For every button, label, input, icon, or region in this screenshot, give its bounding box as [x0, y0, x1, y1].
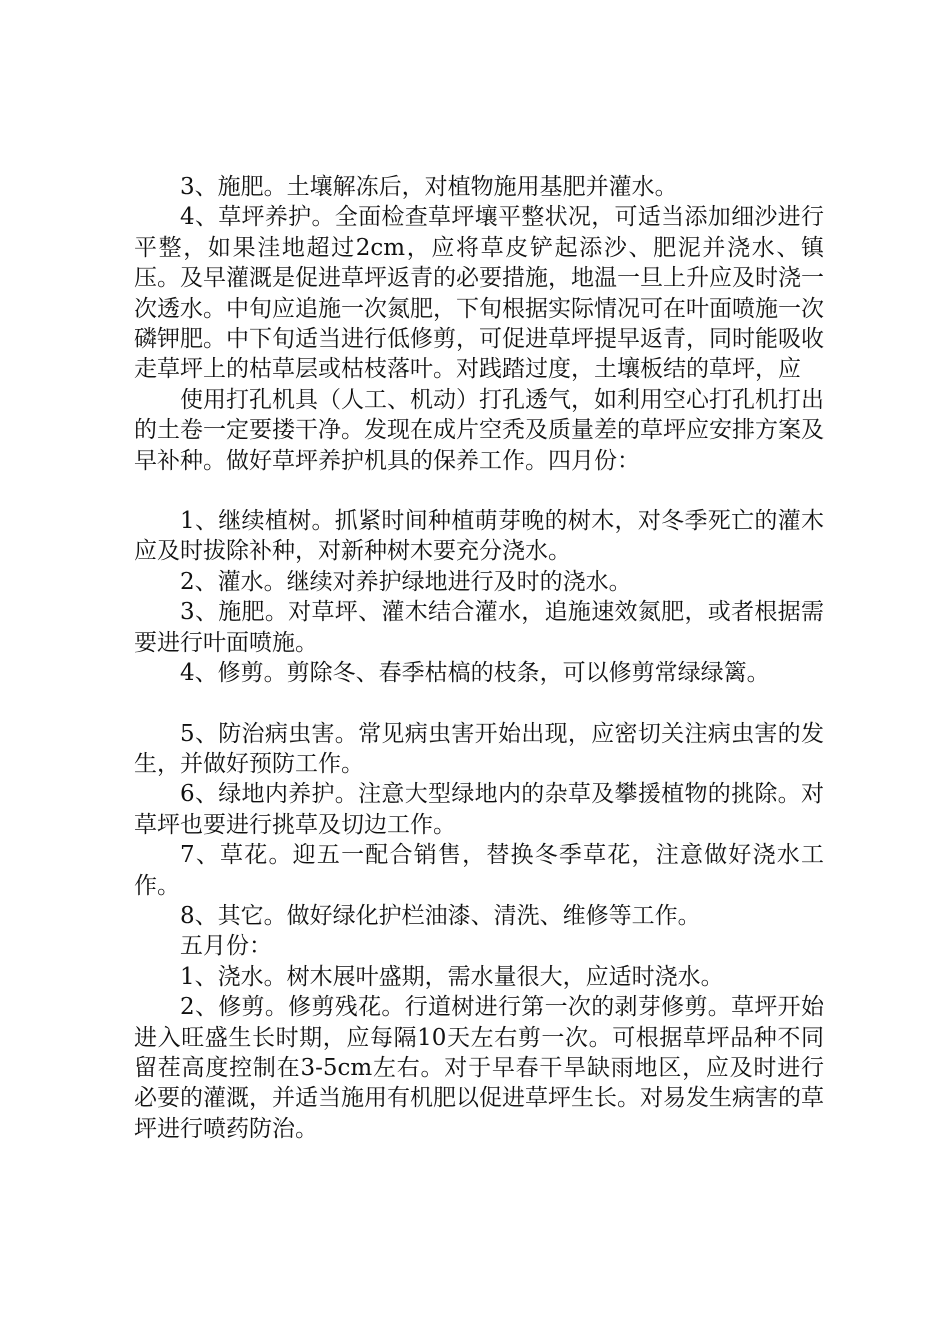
- paragraph-watering-may: 1、浇水。树木展叶盛期，需水量很大，应适时浇水。: [180, 963, 724, 990]
- section-heading-may: 五月份：: [180, 933, 272, 960]
- paragraph-pruning-april: 4、修剪。剪除冬、春季枯槁的枝条，可以修剪常绿绿篱。: [180, 660, 770, 687]
- paragraph-fertilize-april: 3、施肥。对草坪、灌木结合灌水，追施速效氮肥，或者根据需要进行叶面喷施。: [134, 599, 824, 656]
- paragraph-fertilize-march: 3、施肥。土壤解冻后，对植物施用基肥并灌水。: [180, 174, 678, 200]
- paragraph-continue-planting: 1、继续植树。抓紧时间种植萌芽晚的树木，对冬季死亡的灌木应及时拔除补种，对新种树木要充分浇水。: [134, 508, 824, 565]
- paragraph-flowers: 7、草花。迎五一配合销售，替换冬季草花，注意做好浇水工作。: [134, 842, 824, 899]
- paragraph-irrigation: 2、灌水。继续对养护绿地进行及时的浇水。: [180, 568, 632, 595]
- paragraph-other: 8、其它。做好绿化护栏油漆、清洗、维修等工作。: [180, 902, 701, 929]
- paragraph-pruning-may: 2、修剪。修剪残花。行道树进行第一次的剥芽修剪。草坪开始进入旺盛生长时期，应每隔10天左右剪一次。可根据草坪品种不同留茬高度控制在3-5cm左右。对于早春干旱缺雨地区，应及时进行必要的灌溉，并适当施用有机肥以促进草坪生长。对易发生病害的草坪进行喷药防治。: [134, 994, 824, 1142]
- paragraph-lawn-care: 4、草坪养护。全面检查草坪壤平整状况，可适当添加细沙进行平整，如果洼地超过2cm，应将草皮铲起添沙、肥泥并浇水、镇压。及早灌溉是促进草坪返青的必要措施，地温一旦上升应及时浇一次透水。中旬应追施一次氮肥，下旬根据实际情况可在叶面喷施一次磷钾肥。中下旬适当进行低修剪，可促进草坪提早返青，同时能吸收走草坪上的枯草层或枯枝落叶。对践踏过度，土壤板结的草坪，应: [134, 204, 824, 383]
- paragraph-pest-control: 5、防治病虫害。常见病虫害开始出现，应密切关注病虫害的发生，并做好预防工作。: [134, 720, 824, 777]
- document-body: [134, 172, 824, 1144]
- paragraph-aeration: 使用打孔机具（人工、机动）打孔透气，如利用空心打孔机打出的土卷一定要搂干净。发现在成片空秃及质量差的草坪应安排方案及早补种。做好草坪养护机具的保养工作。四月份：: [134, 386, 824, 474]
- paragraph-greenspace-care: 6、绿地内养护。注意大型绿地内的杂草及攀援植物的挑除。对草坪也要进行挑草及切边工作。: [134, 781, 824, 838]
